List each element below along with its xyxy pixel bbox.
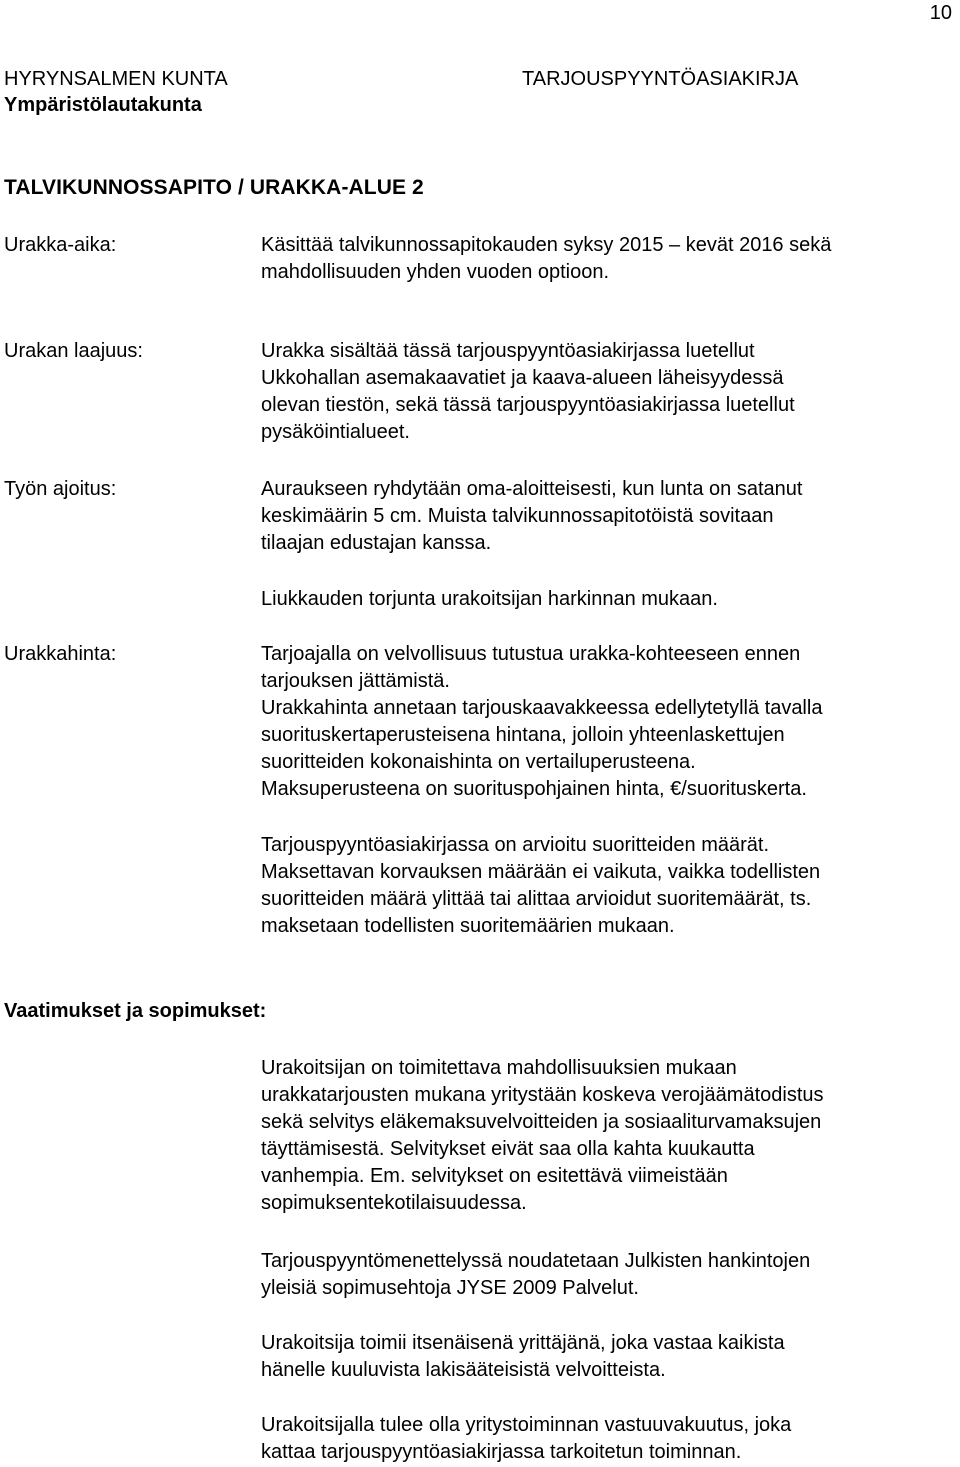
text-line: tilaajan edustajan kanssa. [261, 532, 492, 554]
text-line: täyttämisestä. Selvitykset eivät saa olla kahta kuukautta [261, 1138, 755, 1160]
laajuus-text [261, 338, 956, 446]
text-line: Tarjoajalla on velvollisuus tutustua urakka-kohteeseen ennen [261, 643, 801, 665]
ajoitus-label: Työn ajoitus: [4, 478, 117, 500]
text-line: Maksettavan korvauksen määrään ei vaikuta, vaikka todellisten [261, 861, 821, 883]
text-line: mahdollisuuden yhden vuoden optioon. [261, 261, 610, 283]
document-title: TALVIKUNNOSSAPITO / URAKKA-ALUE 2 [4, 176, 424, 199]
text-line: Liukkauden torjunta urakoitsijan harkinnan mukaan. [261, 588, 718, 610]
text-line: Tarjouspyyntöasiakirjassa on arvioitu suoritteiden määrät. [261, 834, 770, 856]
text-line: olevan tiestön, sekä tässä tarjouspyyntöasiakirjassa luetellut [261, 394, 795, 416]
laajuus-label: Urakan laajuus: [4, 340, 143, 362]
department-name: Ympäristölautakunta [4, 94, 202, 116]
vaatimukset-para-2 [261, 1248, 956, 1302]
text-line: Urakoitsijalla tulee olla yritystoiminnan vastuuvakuutus, joka [261, 1414, 792, 1436]
text-line: pysäköintialueet. [261, 421, 410, 443]
text-line: vanhempia. Em. selvitykset on esitettävä viimeistään [261, 1165, 728, 1187]
text-line: kattaa tarjouspyyntöasiakirjassa tarkoitetun toiminnan. [261, 1441, 742, 1463]
vaatimukset-para-1 [261, 1055, 956, 1217]
text-line: Tarjouspyyntömenettelyssä noudatetaan Julkisten hankintojen [261, 1250, 811, 1272]
text-line: suoritteiden määrä ylittää tai alittaa arvioidut suoritemäärät, ts. [261, 888, 812, 910]
text-line: suoritteiden kokonaishinta on vertailuperusteena. [261, 751, 696, 773]
header-left [4, 66, 228, 118]
urakkahinta-text [261, 641, 956, 803]
text-line: Käsittää talvikunnossapitokauden syksy 2015 – kevät 2016 sekä [261, 234, 832, 256]
vaatimukset-para-4 [261, 1412, 956, 1466]
document-type: TARJOUSPYYNTÖASIAKIRJA [522, 68, 799, 90]
text-line: tarjouksen jättämistä. [261, 670, 450, 692]
municipality-name: HYRYNSALMEN KUNTA [4, 68, 228, 90]
text-line: sopimuksentekotilaisuudessa. [261, 1192, 527, 1214]
liukkaus-text [261, 586, 956, 613]
text-line: suorituskertaperusteisena hintana, jolloin yhteenlaskettujen [261, 724, 785, 746]
text-line: Urakka sisältää tässä tarjouspyyntöasiakirjassa luetellut [261, 340, 755, 362]
text-line: sekä selvitys eläkemaksuvelvoitteiden ja sosiaaliturvamaksujen [261, 1111, 822, 1133]
text-line: Urakkahinta annetaan tarjouskaavakkeessa edellytetyllä tavalla [261, 697, 823, 719]
text-line: yleisiä sopimusehtoja JYSE 2009 Palvelut. [261, 1277, 639, 1299]
text-line: hänelle kuuluvista lakisääteisistä velvoitteista. [261, 1359, 666, 1381]
text-line: keskimäärin 5 cm. Muista talvikunnossapitotöistä sovitaan [261, 505, 774, 527]
text-line: Maksuperusteena on suorituspohjainen hinta, €/suorituskerta. [261, 778, 807, 800]
text-line: Urakoitsijan on toimitettava mahdollisuuksien mukaan [261, 1057, 737, 1079]
ajoitus-text [261, 476, 956, 557]
urakkahinta-text-2 [261, 832, 956, 940]
page-number: 10 [929, 2, 952, 24]
urakkahinta-label: Urakkahinta: [4, 643, 117, 665]
text-line: urakkatarjousten mukana yritystään koskeva verojäämätodistus [261, 1084, 824, 1106]
urakka-aika-text [261, 232, 956, 286]
text-line: Urakoitsija toimii itsenäisenä yrittäjänä, joka vastaa kaikista [261, 1332, 785, 1354]
vaatimukset-para-3 [261, 1330, 956, 1384]
text-line: Ukkohallan asemakaavatiet ja kaava-alueen läheisyydessä [261, 367, 784, 389]
text-line: Auraukseen ryhdytään oma-aloitteisesti, kun lunta on satanut [261, 478, 803, 500]
vaatimukset-heading: Vaatimukset ja sopimukset: [4, 1000, 267, 1022]
text-line: maksetaan todellisten suoritemäärien mukaan. [261, 915, 675, 937]
urakka-aika-label: Urakka-aika: [4, 234, 117, 256]
